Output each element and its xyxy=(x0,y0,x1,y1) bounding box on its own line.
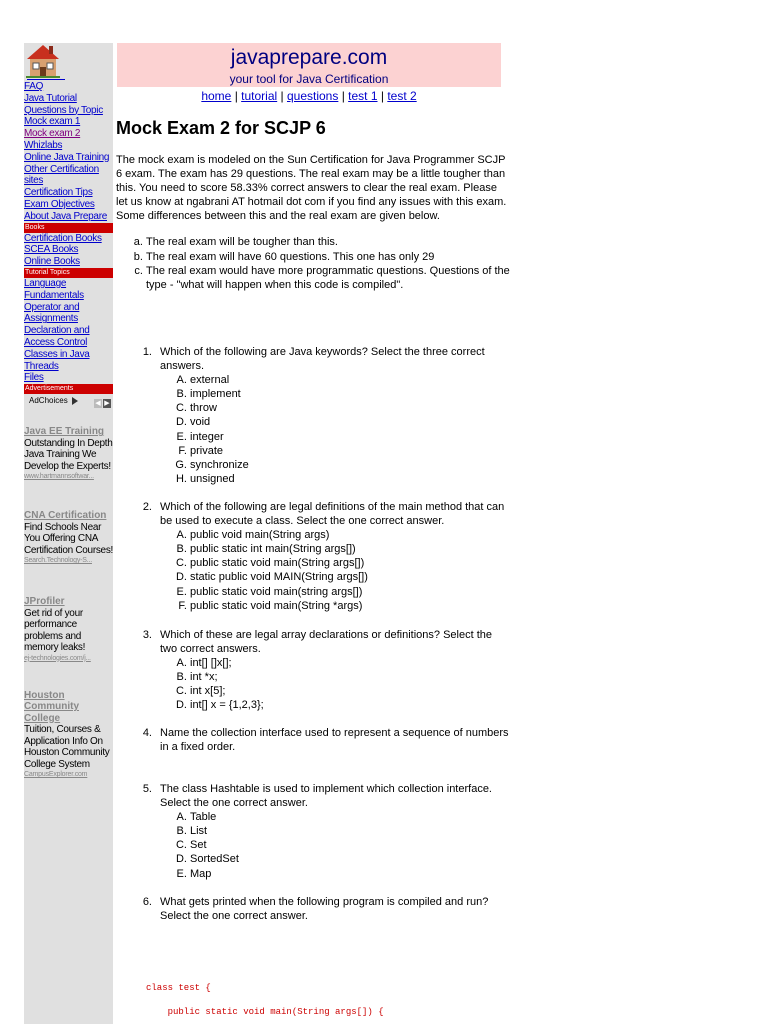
nav-mock-exam-2[interactable]: Mock exam 2 xyxy=(24,128,81,140)
question-number: 4. xyxy=(142,727,152,739)
top-nav: home | tutorial | questions | test 1 | test 2 xyxy=(201,89,417,103)
option: G. synchronize xyxy=(190,458,510,472)
ad-title[interactable]: Houston Community College xyxy=(24,689,79,724)
nav-about-java-prepare[interactable]: About Java Prepare xyxy=(24,210,107,222)
ad-title[interactable]: CNA Certification xyxy=(24,510,107,522)
question-number: 3. xyxy=(142,629,152,641)
site-tagline: your tool for Java Certification xyxy=(229,72,389,86)
nav-classes-in-java[interactable]: Classes in Java xyxy=(24,348,90,360)
ad-java-ee[interactable] xyxy=(24,426,113,482)
option: H. unsigned xyxy=(190,472,510,486)
page-title: Mock Exam 2 for SCJP 6 xyxy=(116,118,326,138)
question-5 xyxy=(130,782,510,881)
option: D. static public void MAIN(String args[]) xyxy=(190,570,510,584)
question-number: 2. xyxy=(142,501,152,513)
ad-houston[interactable] xyxy=(24,690,113,781)
option: A. Table xyxy=(190,810,510,824)
options-list xyxy=(130,656,510,712)
ad-title[interactable]: JProfiler xyxy=(24,596,65,608)
option: D. SortedSet xyxy=(190,852,510,866)
nav-questions-by-topic[interactable]: Questions by Topic xyxy=(24,104,103,116)
question-text: Which of the following are legal definitions of the main method that can be used to execute a class. Select the one correct answer. xyxy=(160,501,505,528)
question-text: The class Hashtable is used to implement which collection interface. Select the one correct answer. xyxy=(160,783,492,810)
site-name: javaprepare.com xyxy=(230,46,388,69)
nav-online-books[interactable]: Online Books xyxy=(24,256,80,268)
option: B. public static int main(String args[]) xyxy=(190,542,510,556)
nav-certification-books[interactable]: Certification Books xyxy=(24,232,102,244)
options-list xyxy=(130,373,510,486)
site-header xyxy=(117,43,501,87)
nav-group-books xyxy=(24,233,113,268)
adchoices[interactable] xyxy=(24,394,113,408)
option: B. implement xyxy=(190,387,510,401)
nav-whizlabs[interactable]: Whizlabs xyxy=(24,139,63,151)
section-topics-header: Tutorial Topics xyxy=(24,268,113,278)
code-line: class test { xyxy=(146,983,211,993)
sidebar xyxy=(24,43,113,1024)
ad-cna[interactable] xyxy=(24,510,113,566)
nav-declaration-and-access-control[interactable]: Declaration and Access Control xyxy=(24,325,90,348)
question-3 xyxy=(130,628,510,713)
option: D. int[] x = {1,2,3}; xyxy=(190,698,510,712)
option: E. public static void main(string args[]) xyxy=(190,585,510,599)
ad-body: Get rid of your performance problems and memory leaks! xyxy=(24,607,86,654)
nav-faq[interactable]: FAQ xyxy=(24,81,44,92)
main-content xyxy=(116,115,511,292)
ad-url[interactable]: www.hartmannsoftwar... xyxy=(24,473,94,481)
topnav-tutorial[interactable]: tutorial xyxy=(241,89,278,103)
ad-url[interactable]: ej-technologies.com/j... xyxy=(24,654,91,662)
ad-jprofiler[interactable] xyxy=(24,596,113,664)
option: B. List xyxy=(190,824,510,838)
question-number: 6. xyxy=(142,896,152,908)
adchoices-label[interactable]: AdChoices xyxy=(29,396,68,406)
topnav-questions[interactable]: questions xyxy=(286,89,339,103)
options-list xyxy=(130,528,510,613)
section-books-header: Books xyxy=(24,223,113,233)
option: C. throw xyxy=(190,401,510,415)
ad-url[interactable]: Search.Technology-S... xyxy=(24,557,92,565)
nav-other-certification-sites[interactable]: Other Certification sites xyxy=(24,163,99,187)
option: A. int[] []x[]; xyxy=(190,656,510,670)
nav-group-main xyxy=(24,81,113,223)
question-text: Which of these are legal array declarations or definitions? Select the two correct answers. xyxy=(160,629,493,656)
house-icon[interactable] xyxy=(25,43,61,79)
nav-exam-objectives[interactable]: Exam Objectives xyxy=(24,198,95,210)
option: E. Map xyxy=(190,867,510,881)
question-4 xyxy=(130,726,510,754)
section-ads-header: Advertisements xyxy=(24,384,113,394)
list-item: b. The real exam will have 60 questions. This one has only 29 xyxy=(146,250,511,264)
question-text: Which of the following are Java keywords? Select the three correct answers. xyxy=(160,346,485,373)
question-6 xyxy=(130,895,510,923)
adchoices-icon[interactable] xyxy=(72,397,78,405)
nav-threads[interactable]: Threads xyxy=(24,360,59,372)
nav-online-java-training[interactable]: Online Java Training xyxy=(24,151,110,163)
option: A. public void main(String args) xyxy=(190,528,510,542)
topnav-test-2[interactable]: test 2 xyxy=(387,89,417,103)
ad-body: Outstanding In Depth Java Training We Develop the Experts! xyxy=(24,437,113,472)
ad-next-icon[interactable]: ▶ xyxy=(104,400,110,408)
nav-group-topics xyxy=(24,278,113,384)
nav-mock-exam-1[interactable]: Mock exam 1 xyxy=(24,116,81,128)
nav-operator-and-assignments[interactable]: Operator and Assignments xyxy=(24,301,80,325)
option: C. int x[5]; xyxy=(190,684,510,698)
question-number: 1. xyxy=(142,346,152,358)
option: D. void xyxy=(190,415,510,429)
option: F. public static void main(String *args) xyxy=(190,599,510,613)
nav-java-tutorial[interactable]: Java Tutorial xyxy=(24,92,77,104)
intro-paragraph: The mock exam is modeled on the Sun Certification for Java Programmer SCJP 6 exam. The exam has 29 questions. The real exam may be a little tougher than this. You need to score 58.33% correct answers to clear the real exam. Please let us know at ngabrani AT hotmail dot com if you find any issues with this exam. Some differences between this and the real exam are given below. xyxy=(116,154,507,223)
option: A. external xyxy=(190,373,510,387)
nav-files[interactable]: Files xyxy=(24,372,44,384)
ad-url[interactable]: CampusExplorer.com xyxy=(24,771,88,779)
code-line: public static void main(String args[]) { xyxy=(146,1007,384,1017)
differences-list xyxy=(116,235,511,291)
option: C. Set xyxy=(190,838,510,852)
options-list xyxy=(130,810,510,880)
nav-language-fundamentals[interactable]: Language Fundamentals xyxy=(24,277,84,301)
nav-scea-books[interactable]: SCEA Books xyxy=(24,244,79,256)
nav-certification-tips[interactable]: Certification Tips xyxy=(24,187,93,199)
ad-title[interactable]: Java EE Training xyxy=(24,426,105,438)
question-2 xyxy=(130,500,510,613)
list-item: c. The real exam would have more programmatic questions. Questions of the type - "what will happen when this code is compiled". xyxy=(146,264,511,292)
question-number: 5. xyxy=(142,783,152,795)
ad-body: Find Schools Near You Offering CNA Certification Courses! xyxy=(24,521,113,556)
list-item: a. The real exam will be tougher than this. xyxy=(146,235,511,249)
option: C. public static void main(String args[]) xyxy=(190,556,510,570)
question-text: What gets printed when the following program is compiled and run? Select the one correct answer. xyxy=(160,896,489,923)
ad-body: Tuition, Courses & Application Info On Houston Community College System xyxy=(24,724,110,770)
ad-prev-icon[interactable]: ◀ xyxy=(95,400,101,408)
topnav-home[interactable]: home xyxy=(201,89,232,103)
option: F. private xyxy=(190,444,510,458)
topnav-test-1[interactable]: test 1 xyxy=(348,89,378,103)
option: B. int *x; xyxy=(190,670,510,684)
home-logo[interactable] xyxy=(24,43,113,81)
question-1 xyxy=(130,345,510,486)
question-text: Name the collection interface used to represent a sequence of numbers in a fixed order. xyxy=(160,727,509,754)
option: E. integer xyxy=(190,430,510,444)
